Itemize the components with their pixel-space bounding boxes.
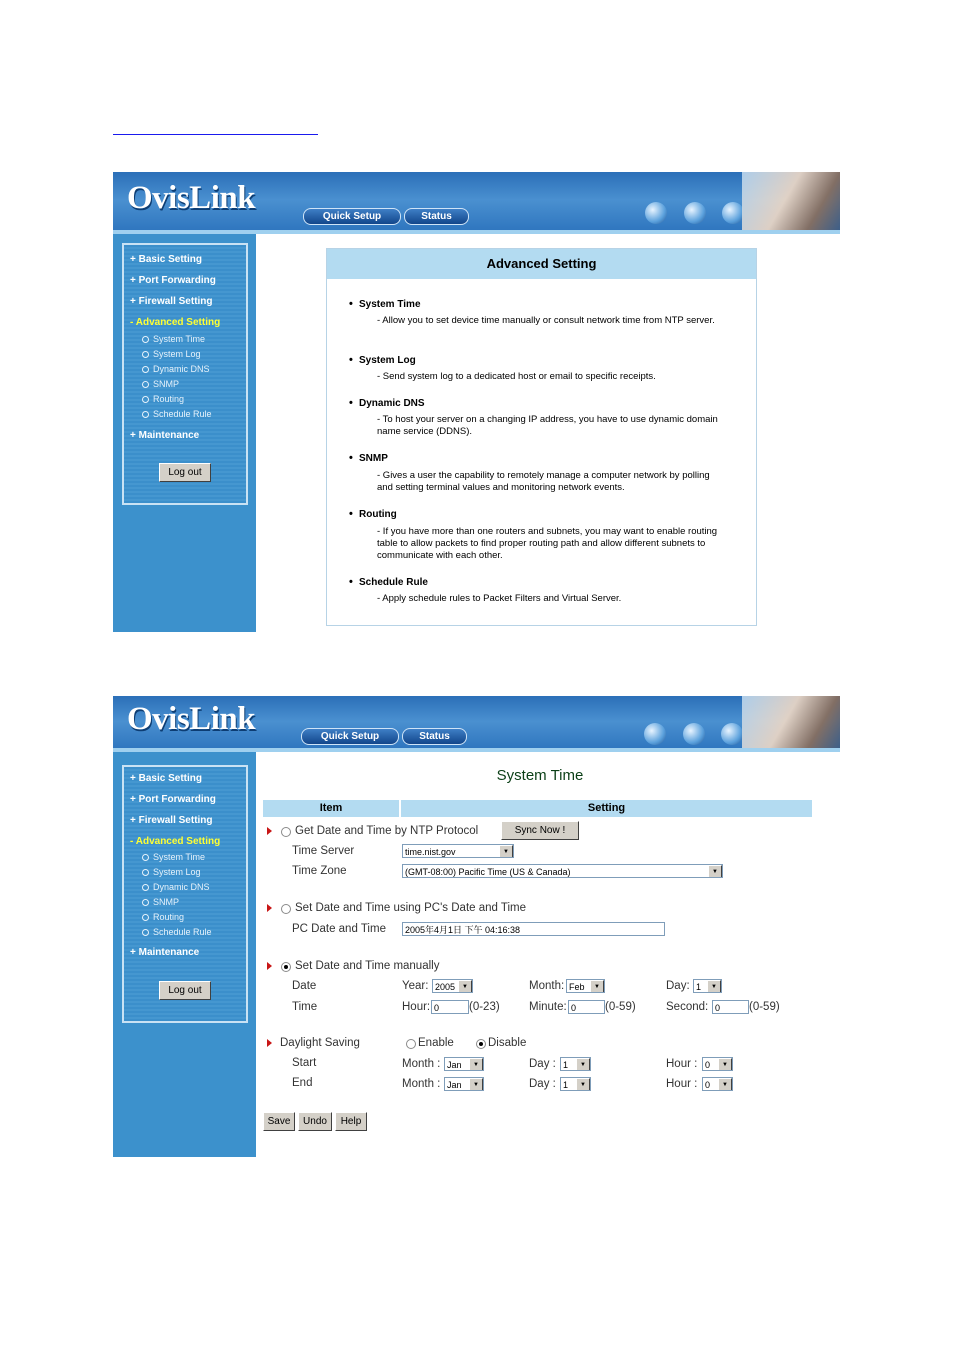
item-title: • Schedule Rule	[359, 577, 428, 588]
header-banner	[113, 172, 840, 234]
undo-button[interactable]: Undo	[298, 1112, 332, 1131]
dst-start-hour-select[interactable]: 0 ▼	[702, 1057, 733, 1071]
column-header-item: Item	[263, 800, 399, 817]
submenu-system-log[interactable]: System Log	[142, 349, 201, 359]
item-title: • Routing	[359, 509, 397, 520]
submenu-routing[interactable]: Routing	[142, 394, 184, 404]
globe-icon	[684, 202, 706, 224]
sidebar	[113, 752, 256, 1157]
header-photo	[742, 172, 840, 230]
item-description: - Allow you to set device time manually or consult network time from NTP server.	[377, 315, 715, 326]
minute-range: (0-59)	[605, 1001, 636, 1013]
red-arrow-icon	[267, 1039, 272, 1047]
dst-start-label: Start	[292, 1057, 317, 1069]
submenu-routing[interactable]: Routing	[142, 912, 184, 922]
submenu-system-time[interactable]: System Time	[142, 334, 205, 344]
top-link-underline[interactable]	[113, 134, 318, 135]
pc-date-time-label: PC Date and Time	[292, 923, 386, 935]
advanced-setting-screen	[113, 172, 840, 632]
dst-end-month-label: Month :	[402, 1078, 441, 1090]
dst-start-day-label: Day :	[529, 1058, 556, 1070]
menu-firewall-setting[interactable]: + Firewall Setting	[130, 296, 213, 307]
system-time-screen	[113, 696, 840, 1157]
day-label: Day:	[666, 980, 690, 992]
globe-icon	[683, 723, 705, 745]
dst-start-month-select[interactable]: Jan ▼	[444, 1057, 484, 1071]
item-description: - Gives a user the capability to remotely manage a computer network by polling and setting terminal values and monitoring network events.	[377, 470, 710, 493]
menu-basic-setting[interactable]: + Basic Setting	[130, 254, 202, 265]
submenu-dynamic-dns[interactable]: Dynamic DNS	[142, 364, 210, 374]
globe-icon	[645, 202, 667, 224]
year-select[interactable]: 2005 ▼	[432, 979, 473, 993]
manual-time-label: Set Date and Time manually	[295, 960, 440, 972]
pc-time-radio[interactable]	[281, 904, 291, 914]
pc-date-time-field[interactable]: 2005年4月1日 下午 04:16:38	[402, 922, 665, 936]
dst-end-day-label: Day :	[529, 1078, 556, 1090]
menu-advanced-setting[interactable]: - Advanced Setting	[130, 317, 221, 328]
globe-icon	[722, 202, 744, 224]
item-description: - To host your server on a changing IP address, you have to use dynamic domain name service (DDNS).	[377, 414, 718, 437]
menu-basic-setting[interactable]: + Basic Setting	[130, 773, 202, 784]
logout-button[interactable]: Log out	[159, 463, 211, 482]
ntp-label: Get Date and Time by NTP Protocol	[295, 825, 479, 837]
month-select[interactable]: Feb ▼	[566, 979, 605, 993]
status-button[interactable]: Status	[404, 208, 469, 225]
second-input[interactable]: 0	[712, 1000, 749, 1014]
submenu-dynamic-dns[interactable]: Dynamic DNS	[142, 882, 210, 892]
time-zone-label: Time Zone	[292, 865, 347, 877]
item-title: • System Time	[359, 299, 421, 310]
item-description: - If you have more than one routers and subnets, you may want to enable routing table to allow packets to find proper routing path and allow different subnets to communicate with each other.	[377, 526, 718, 561]
brand-logo: OvisLink	[127, 701, 256, 737]
item-description: - Send system log to a dedicated host or email to specific receipts.	[377, 371, 656, 382]
menu-maintenance[interactable]: + Maintenance	[130, 430, 200, 441]
second-label: Second:	[666, 1001, 709, 1013]
dst-enable-label: Enable	[418, 1037, 454, 1049]
second-range: (0-59)	[749, 1001, 780, 1013]
dst-end-label: End	[292, 1077, 313, 1089]
sidebar-menu	[122, 243, 248, 505]
dst-end-month-select[interactable]: Jan ▼	[444, 1077, 484, 1091]
dst-disable-label: Disable	[488, 1037, 527, 1049]
submenu-schedule-rule[interactable]: Schedule Rule	[142, 409, 212, 419]
panel-title: Advanced Setting	[327, 249, 756, 279]
month-label: Month:	[529, 980, 565, 992]
sidebar	[113, 234, 256, 632]
time-server-label: Time Server	[292, 845, 355, 857]
system-time-content	[256, 752, 840, 1157]
sync-now-button[interactable]: Sync Now !	[501, 821, 579, 840]
column-header-setting: Setting	[401, 800, 812, 817]
help-button[interactable]: Help	[335, 1112, 367, 1131]
year-label: Year:	[402, 980, 429, 992]
minute-input[interactable]: 0	[568, 1000, 605, 1014]
submenu-snmp[interactable]: SNMP	[142, 897, 179, 907]
red-arrow-icon	[267, 962, 272, 970]
red-arrow-icon	[267, 827, 272, 835]
time-label: Time	[292, 1001, 318, 1013]
red-arrow-icon	[267, 904, 272, 912]
time-zone-select[interactable]: (GMT-08:00) Pacific Time (US & Canada) ▼	[402, 864, 723, 878]
logout-button[interactable]: Log out	[159, 981, 211, 1000]
quick-setup-button[interactable]: Quick Setup	[301, 728, 399, 745]
menu-port-forwarding[interactable]: + Port Forwarding	[130, 275, 216, 286]
dst-start-day-select[interactable]: 1 ▼	[560, 1057, 591, 1071]
hour-input[interactable]: 0	[431, 1000, 469, 1014]
menu-firewall-setting[interactable]: + Firewall Setting	[130, 815, 213, 826]
globe-icon	[721, 723, 743, 745]
submenu-snmp[interactable]: SNMP	[142, 379, 179, 389]
advanced-setting-panel	[326, 248, 757, 626]
menu-port-forwarding[interactable]: + Port Forwarding	[130, 794, 216, 805]
hour-range: (0-23)	[469, 1001, 500, 1013]
save-button[interactable]: Save	[263, 1112, 295, 1131]
hour-label: Hour:	[402, 1001, 431, 1013]
item-title: • System Log	[359, 355, 416, 366]
submenu-system-log[interactable]: System Log	[142, 867, 201, 877]
item-description: - Apply schedule rules to Packet Filters and Virtual Server.	[377, 593, 622, 604]
menu-advanced-setting[interactable]: - Advanced Setting	[130, 836, 221, 847]
dst-enable-radio[interactable]	[406, 1039, 416, 1049]
header-banner	[113, 696, 840, 752]
status-button[interactable]: Status	[402, 728, 467, 745]
date-label: Date	[292, 980, 317, 992]
dst-disable-radio[interactable]	[476, 1039, 486, 1049]
menu-maintenance[interactable]: + Maintenance	[130, 947, 200, 958]
globe-icon	[644, 723, 666, 745]
time-server-select[interactable]: time.nist.gov ▼	[402, 844, 514, 858]
header-photo	[742, 696, 840, 748]
dst-end-day-select[interactable]: 1 ▼	[560, 1077, 591, 1091]
day-select[interactable]: 1 ▼	[693, 979, 722, 993]
item-title: • SNMP	[359, 453, 388, 464]
dst-start-hour-label: Hour :	[666, 1058, 698, 1070]
submenu-system-time[interactable]: System Time	[142, 852, 205, 862]
daylight-saving-label: Daylight Saving	[280, 1037, 360, 1049]
sidebar-menu	[122, 765, 248, 1023]
ntp-radio[interactable]	[281, 827, 291, 837]
quick-setup-button[interactable]: Quick Setup	[303, 208, 401, 225]
dst-end-hour-select[interactable]: 0 ▼	[702, 1077, 733, 1091]
dst-end-hour-label: Hour :	[666, 1078, 698, 1090]
minute-label: Minute:	[529, 1001, 567, 1013]
brand-logo: OvisLink	[127, 180, 256, 216]
page-title: System Time	[496, 767, 584, 784]
dst-start-month-label: Month :	[402, 1058, 441, 1070]
submenu-schedule-rule[interactable]: Schedule Rule	[142, 927, 212, 937]
pc-time-label: Set Date and Time using PC's Date and Time	[295, 902, 527, 914]
item-title: • Dynamic DNS	[359, 398, 425, 409]
manual-time-radio[interactable]	[281, 962, 291, 972]
